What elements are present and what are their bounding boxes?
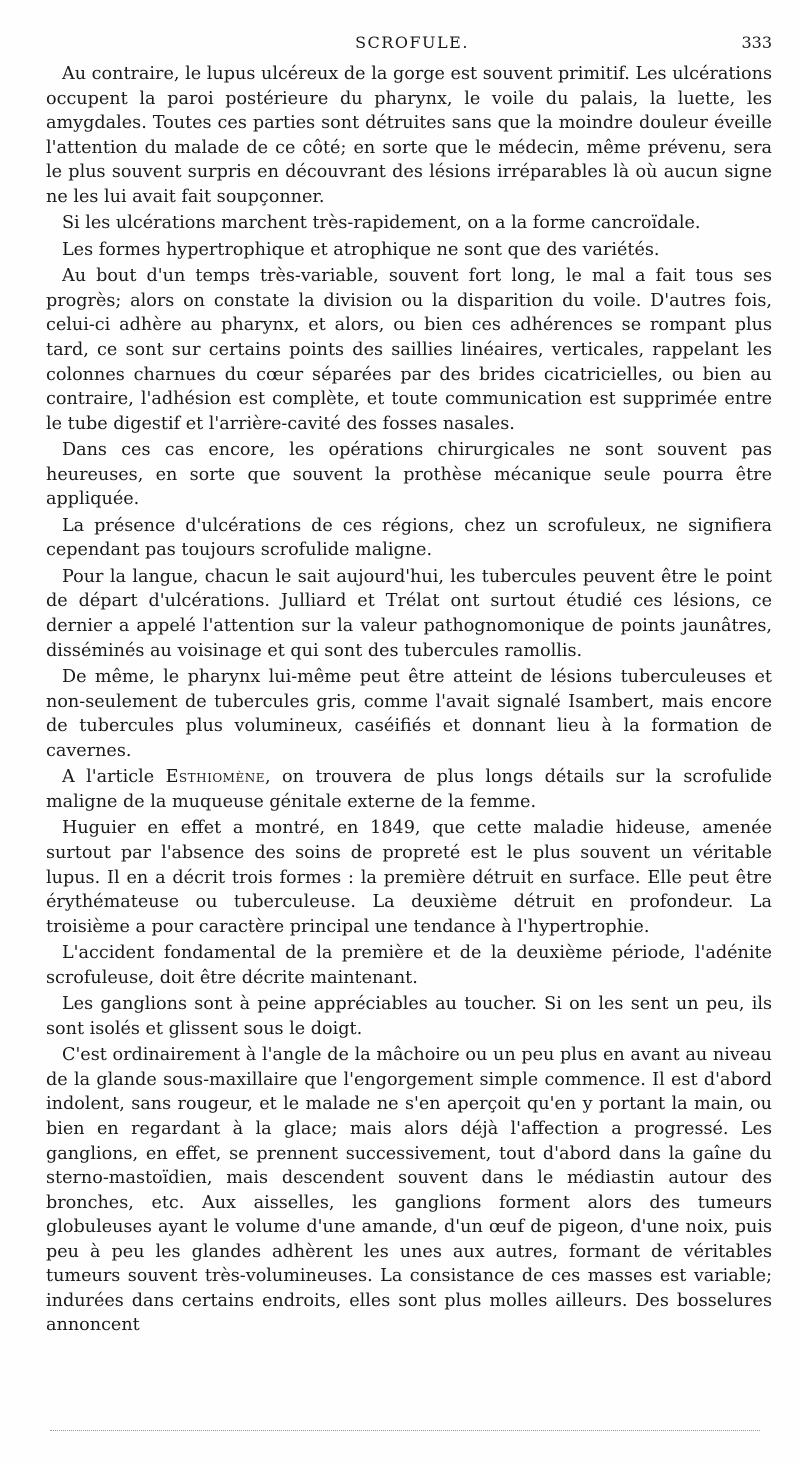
paragraph-ulcerations: La présence d'ulcérations de ces régions, chez un scrofuleux, ne signifiera cependant pas toujours scrofulide maligne. [46,515,772,561]
running-head [52,33,772,57]
paragraph-adenite: L'accident fondamental de la première et de la deuxième période, l'adénite scrofuleuse, doit être décrite maintenant. [46,943,772,988]
page-number: 333 [741,33,772,52]
body-text [46,62,772,1340]
paragraph-engorgement: C'est ordinairement à l'angle de la mâchoire ou un peu plus en avant au niveau de la glande sous-maxillaire que l'engorgement simple commence. Il est d'abord indolent, sans rougeur, et le malade ne s'en aperçoit qu'en y portant la main, ou bien en regardant à la glace; mais alors déjà l'affection a progressé. Les ganglions, en effet, se prennent successivement, tout d'abord dans la gaîne du sterno-mastoïdien, mais descendent souvent dans le médiastin autour des bronches, etc. Aux aisselles, les ganglions forment alors des tumeurs globuleuses ayant le volume d'une amande, d'un œuf de pigeon, d'une noix, puis peu à peu les glandes adhèrent les unes aux autres, formant de véritables tumeurs souvent très-volumineuses. La consistance de ces masses est variable; indurées dans certains endroits, elles sont plus molles ailleurs. Des bosselures annoncent [46,1045,772,1336]
running-title: SCROFULE. [355,33,469,52]
paragraph-varietes: Les formes hypertrophique et atrophique ne sont que des variétés. [62,239,660,260]
paragraph-ganglions: Les ganglions sont à peine appréciables au toucher. Si on les sent un peu, ils sont isolés et glissent sous le doigt. [46,994,772,1039]
paragraph-operations: Dans ces cas encore, les opérations chirurgicales ne sont souvent pas heureuses, en sorte que souvent la prothèse mécanique seule pourra être appliquée. [46,440,772,510]
paragraph-lupus-gorge: Au contraire, le lupus ulcéreux de la gorge est souvent primitif. Les ulcérations occupent la paroi postérieure du pharynx, le voile du palais, la luette, les amygdales. Toutes ces parties sont détruites sans que la moindre douleur éveille l'attention du malade de ce côté; en sorte que le médecin, même prévenu, sera le plus souvent surpris en découvrant des lésions irréparables là où aucun signe ne les lui avait fait soupçonner. [46,64,772,207]
esthiomene-after: , on trouvera de plus longs détails sur la scrofulide maligne de la muqueuse génitale externe de la femme. [46,767,773,812]
paragraph-huguier: Huguier en effet a montré, en 1849, que cette maladie hideuse, amenée surtout par l'absence des soins de propreté est le plus souvent un véritable lupus. Il en a décrit trois formes : la première détruit en surface. Elle peut être érythémateuse ou tuberculeuse. La deuxième détruit en profondeur. La troisième a pour caractère principal une tendance à l'hypertrophie. [46,818,772,937]
paragraph-langue: Pour la langue, chacun le sait aujourd'hui, les tubercules peuvent être le point de départ d'ulcérations. Julliard et Trélat ont surtout étudié ces lésions, ce dernier a appelé l'attention sur la valeur pathognomonique de points jaunâtres, disséminés au voisinage et qui sont des tubercules ramollis. [46,566,772,661]
paragraph-pharynx: De même, le pharynx lui-même peut être atteint de lésions tuberculeuses et non-seulement de tubercules gris, comme l'avait signalé Isambert, mais encore de tubercules plus volumineux, caséifiés et donnant lieu à la formation de cavernes. [46,667,772,761]
paragraph-cancroidale: Si les ulcérations marchent très-rapidement, on a la forme cancroïdale. [62,213,701,234]
paragraph-esthiomene [46,765,772,814]
esthiomene-term: Esthiomène [165,767,265,788]
bottom-bleed-line [50,1430,760,1431]
paragraph-evolution: Au bout d'un temps très-variable, souvent fort long, le mal a fait tous ses progrès; alors on constate la division ou la disparition du voile. D'autres fois, celui-ci adhère au pharynx, et alors, ou bien ces adhérences se rompant plus tard, ce sont sur certains points des saillies linéaires, verticales, rappelant les colonnes charnues du cœur séparées par des brides cicatricielles, ou bien au contraire, l'adhésion est complète, et toute communication est supprimée entre le tube digestif et l'arrière-cavité des fosses nasales. [46,266,772,434]
esthiomene-before: A l'article [62,767,166,788]
